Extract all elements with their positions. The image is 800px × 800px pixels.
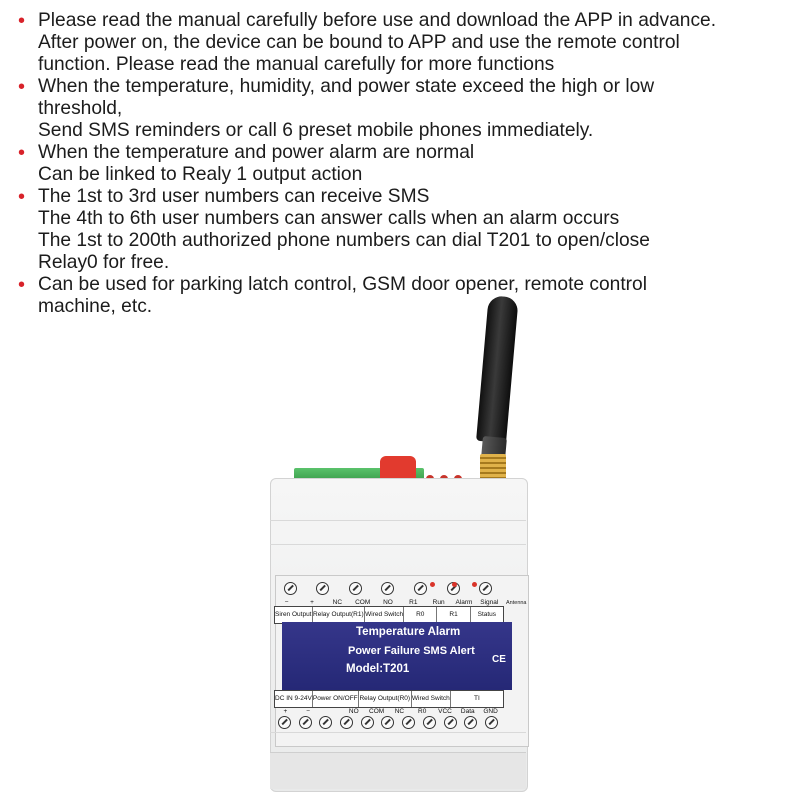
- bullet-text-line: threshold,: [38, 98, 123, 119]
- label-title: Temperature Alarm: [356, 626, 461, 638]
- signal-led: [472, 582, 477, 587]
- ce-mark: CE: [492, 654, 506, 665]
- alarm-led: [452, 582, 457, 587]
- din-rail-base: [270, 752, 526, 789]
- label-subtitle: Power Failure SMS Alert: [348, 645, 475, 657]
- bottom-symbol-row: + − NO COM NC R0 VCC Data GND: [283, 708, 498, 715]
- feature-bullet: [18, 10, 793, 76]
- feature-bullet: [18, 142, 793, 186]
- case-rib: [270, 544, 526, 545]
- bullet-text-line: The 1st to 3rd user numbers can receive SMS: [38, 186, 430, 207]
- bullet-text-line: When the temperature, humidity, and power state exceed the high or low: [38, 76, 655, 97]
- bottom-label-row: DC IN 9-24V Power ON/OFF Relay Output(R0) Wired Switch TI: [274, 690, 504, 708]
- bullet-dot-icon: •: [18, 10, 26, 32]
- run-led: [430, 582, 435, 587]
- bullet-text-line: Please read the manual carefully before use and download the APP in advance.: [38, 10, 717, 31]
- feature-bullet-list: [18, 10, 793, 318]
- top-screw-row: [274, 580, 502, 596]
- antenna-label: Antenna: [506, 600, 527, 606]
- gsm-alarm-device-photo: [258, 292, 538, 792]
- bullet-dot-icon: •: [18, 186, 26, 208]
- top-symbol-row: − + NC COM NO R1 Run Alarm Signal: [284, 599, 499, 606]
- feature-bullet: [18, 186, 793, 274]
- bullet-text-line: Send SMS reminders or call 6 preset mobile phones immediately.: [38, 120, 594, 141]
- bullet-dot-icon: •: [18, 274, 26, 296]
- bullet-text-line: The 1st to 200th authorized phone numbers can dial T201 to open/close: [38, 230, 650, 251]
- antenna-icon: [476, 295, 519, 443]
- bullet-text-line: The 4th to 6th user numbers can answer calls when an alarm occurs: [38, 208, 620, 229]
- bullet-text-line: function. Please read the manual carefully for more functions: [38, 54, 555, 75]
- bullet-text-line: After power on, the device can be bound to APP and use the remote control: [38, 32, 680, 53]
- bullet-text-line: machine, etc.: [38, 296, 153, 317]
- bullet-text-line: Can be linked to Realy 1 output action: [38, 164, 363, 185]
- bullet-text-line: When the temperature and power alarm are normal: [38, 142, 475, 163]
- top-label-row: Siren Output Relay Output(R1) Wired Switch R0 R1 Status: [274, 606, 504, 624]
- bottom-screw-row: [274, 714, 502, 730]
- bullet-dot-icon: •: [18, 142, 26, 164]
- bullet-text-line: Can be used for parking latch control, GSM door opener, remote control: [38, 274, 647, 295]
- product-label: [282, 622, 512, 690]
- red-switch: [380, 456, 416, 480]
- bullet-text-line: Relay0 for free.: [38, 252, 170, 273]
- case-rib: [270, 520, 526, 521]
- bullet-dot-icon: •: [18, 76, 26, 98]
- label-model: Model:T201: [346, 663, 410, 675]
- feature-bullet: [18, 76, 793, 142]
- case-rib: [270, 732, 526, 733]
